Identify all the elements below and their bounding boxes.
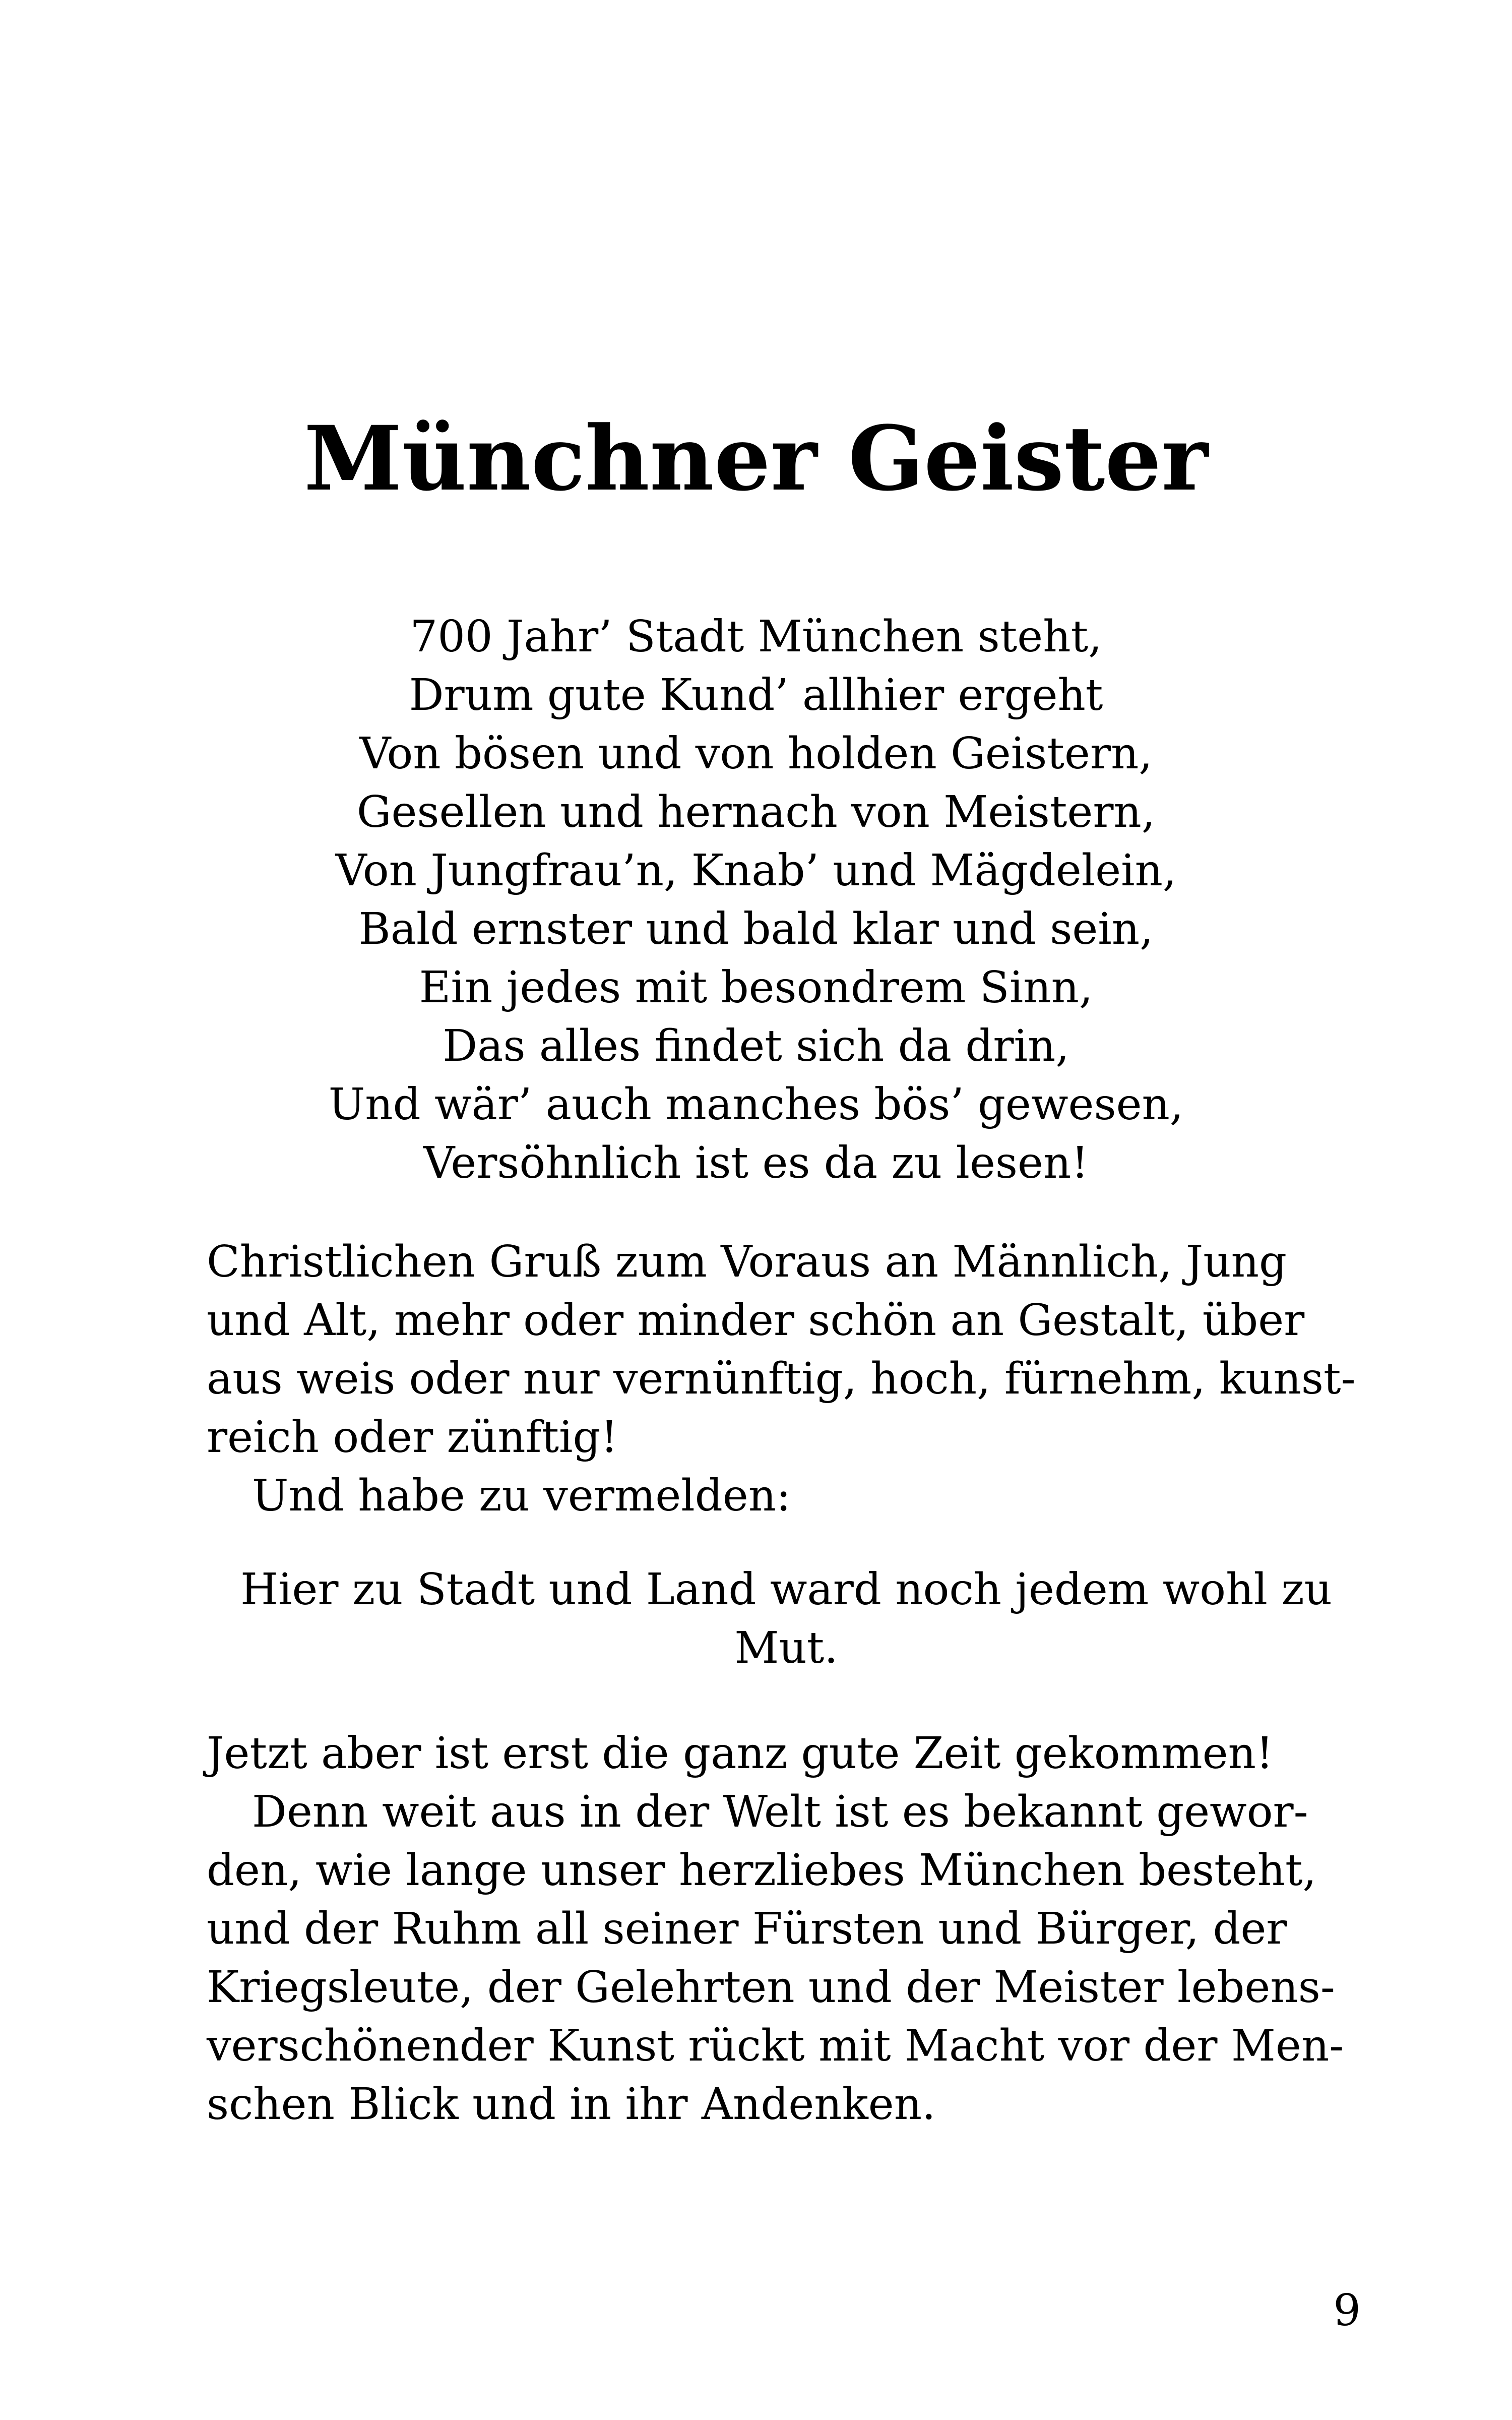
poem-line: Versöhnlich ist es da zu lesen!: [423, 1138, 1089, 1188]
poem-line: Von bösen und von holden Geistern,: [359, 729, 1153, 779]
poem-line: Das alles findet sich da drin,: [443, 1021, 1069, 1071]
text-line: reich oder zünftig!: [207, 1412, 618, 1463]
text-line: Christlichen Gruß zum Voraus an Männlich, Jung: [207, 1237, 1287, 1287]
text-line: den, wie lange unser herzliebes München besteht,: [207, 1845, 1316, 1896]
text-line: verschönender Kunst rückt mit Macht vor der Men-: [207, 2021, 1344, 2071]
text-line: Jetzt aber ist erst die ganz gute Zeit gekommen!: [207, 1728, 1274, 1779]
text-line: Hier zu Stadt und Land ward noch jedem wohl zu: [240, 1564, 1333, 1615]
text-line: Denn weit aus in der Welt ist es bekannt gewor-: [252, 1787, 1308, 1837]
paragraph-greeting: [207, 1233, 1366, 1525]
text-line: Mut.: [734, 1623, 838, 1673]
poem-line: Gesellen und hernach von Meistern,: [356, 787, 1156, 837]
text-line: und der Ruhm all seiner Fürsten und Bürger, der: [207, 1904, 1287, 1954]
poem-line: Von Jungfrau’n, Knab’ und Mägdelein,: [335, 845, 1177, 896]
paragraph-announcement: [207, 1560, 1366, 1677]
text-line: aus weis oder nur vernünftig, hoch, fürnehm, kunst-: [207, 1354, 1356, 1404]
text-line: und Alt, mehr oder minder schön an Gestalt, über: [207, 1295, 1305, 1346]
text-line: schen Blick und in ihr Andenken.: [207, 2079, 936, 2130]
poem-line: Ein jedes mit besondrem Sinn,: [419, 962, 1093, 1013]
poem-line: Bald ernster und bald klar und sein,: [358, 904, 1154, 954]
text-line: Kriegsleute, der Gelehrten und der Meister lebens-: [207, 1962, 1335, 2013]
poem: [0, 608, 1512, 1192]
text-line: Und habe zu vermelden:: [252, 1471, 791, 1521]
page-number: 9: [1333, 2285, 1361, 2336]
page-title: Münchner Geister: [303, 406, 1209, 511]
poem-line: Und wär’ auch manches bös’ gewesen,: [328, 1079, 1184, 1130]
poem-line: Drum gute Kund’ allhier ergeht: [409, 670, 1103, 720]
poem-line: 700 Jahr’ Stadt München steht,: [410, 612, 1102, 662]
paragraph-main: [207, 1724, 1366, 2134]
